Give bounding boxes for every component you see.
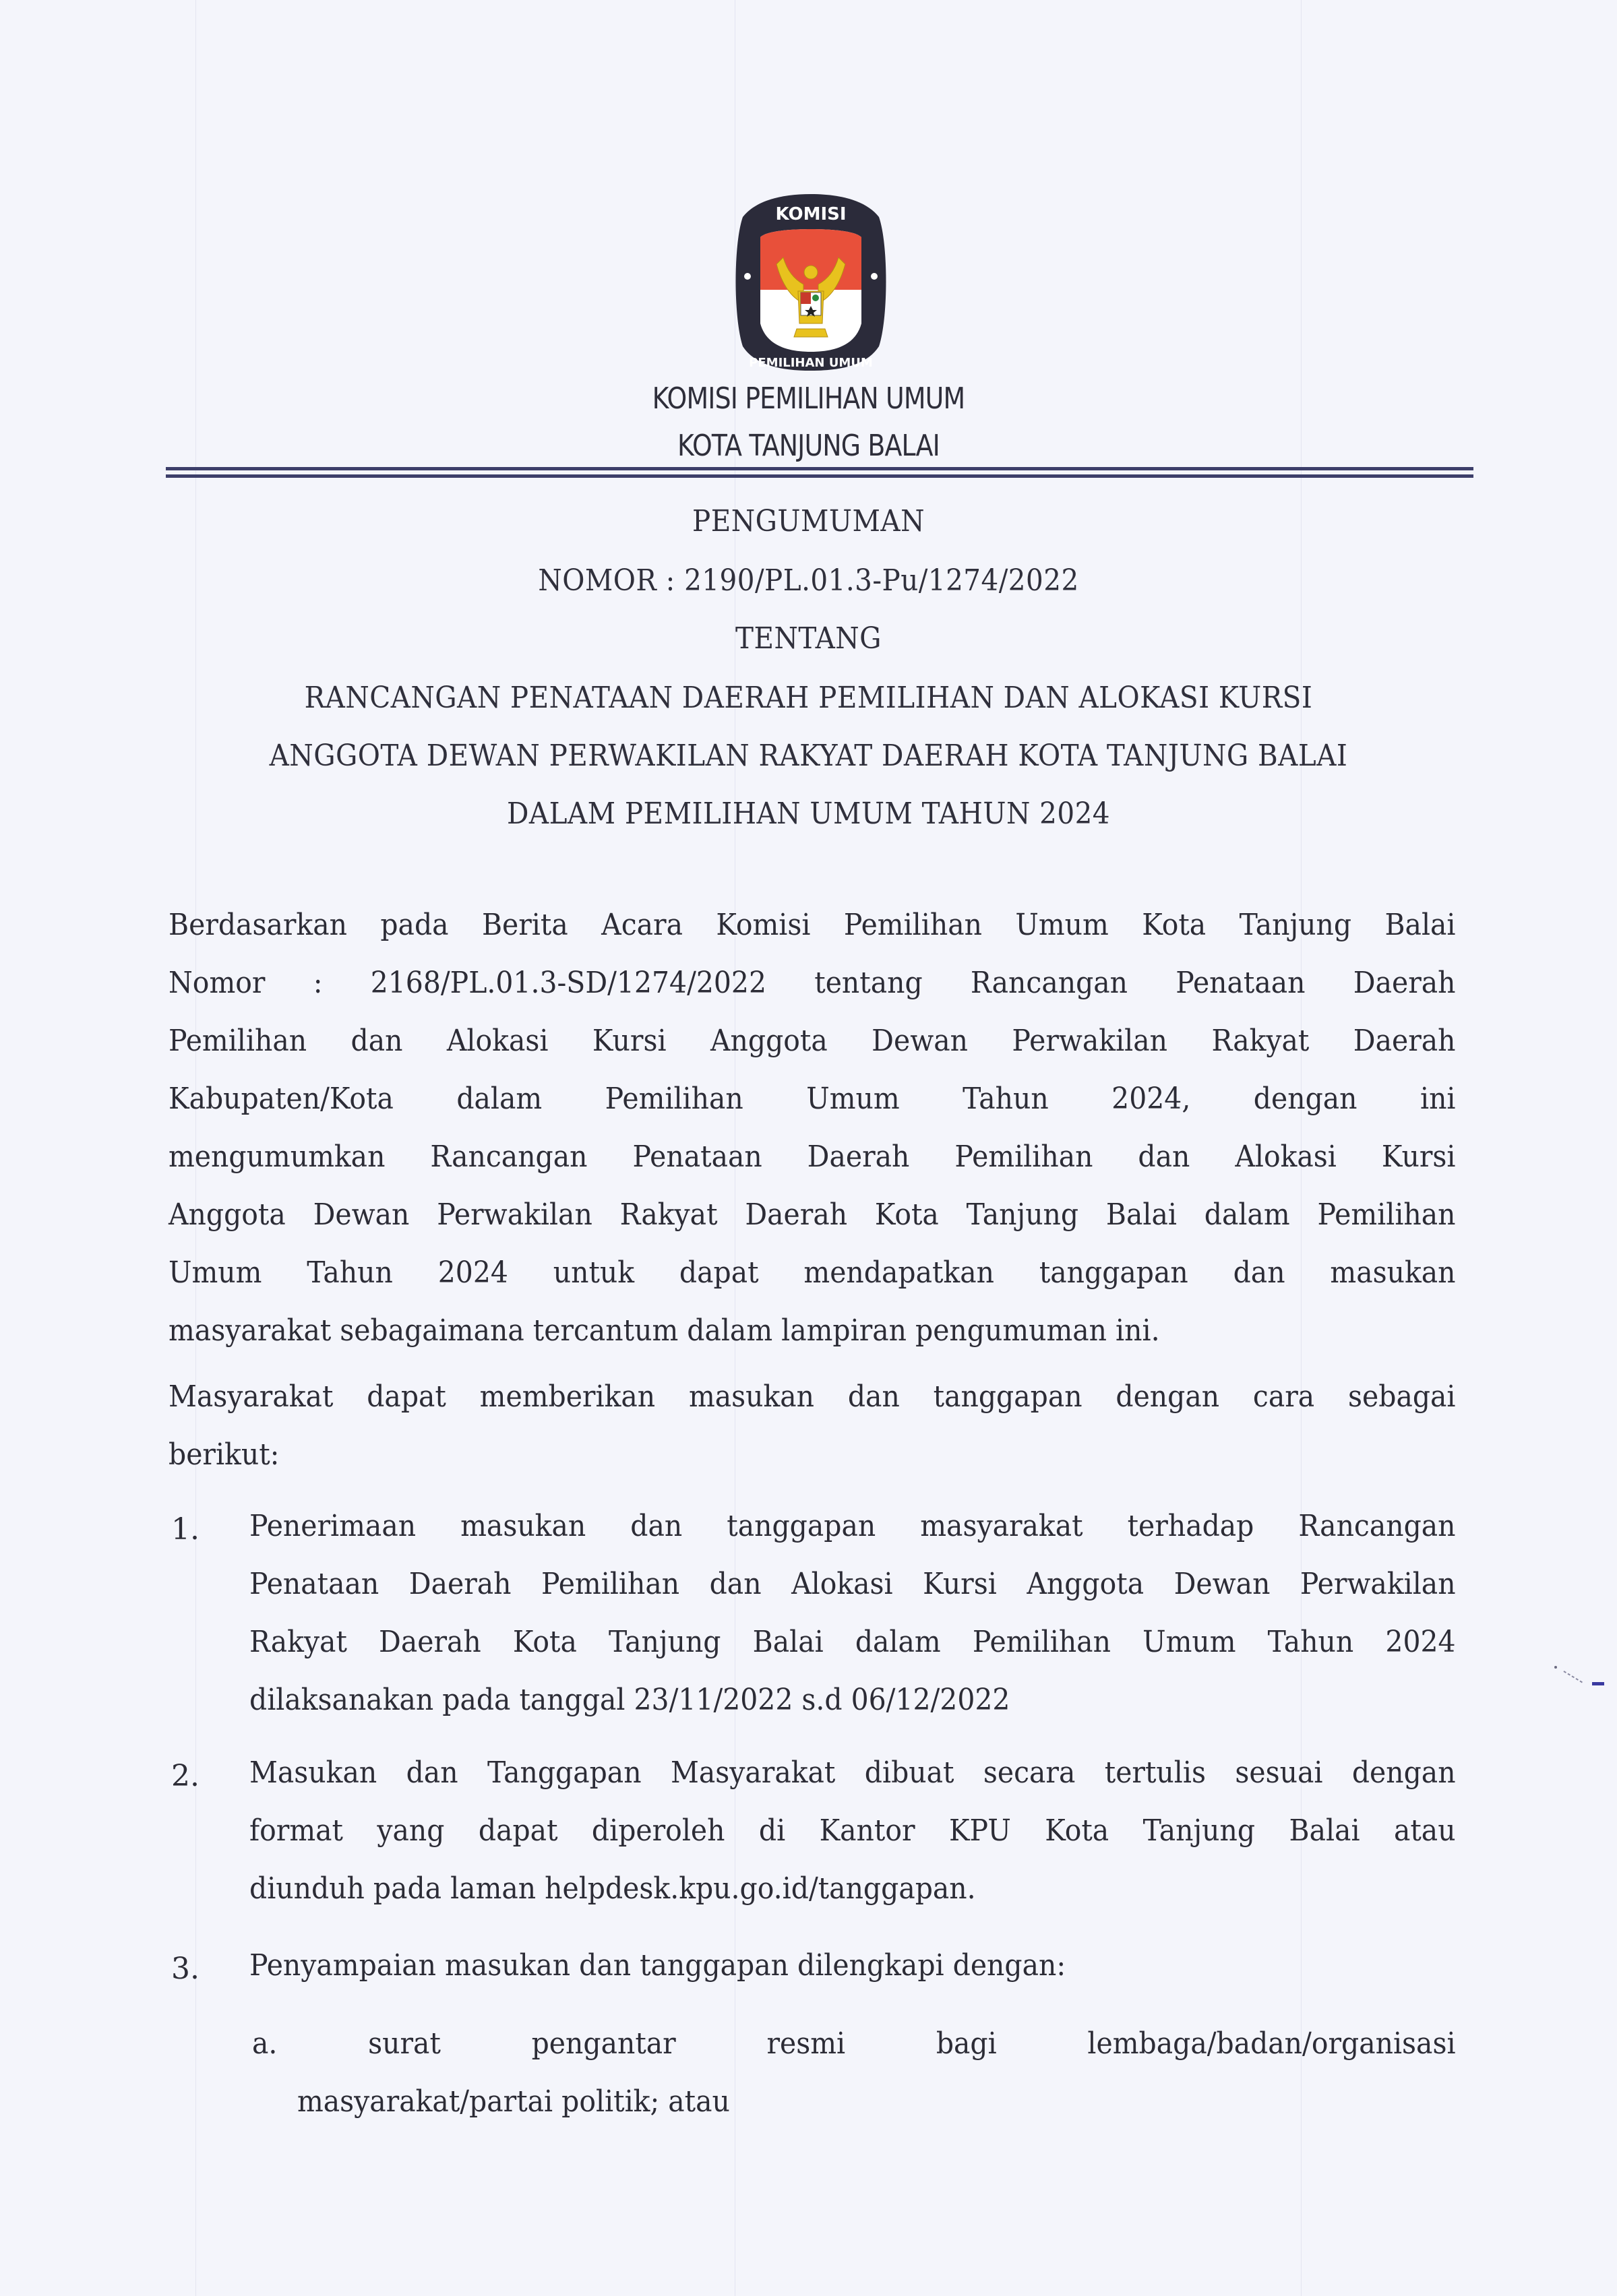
svg-text:KOMISI: KOMISI	[775, 204, 847, 224]
paragraph-line: mengumumkan Rancangan Penataan Daerah Pemilihan dan Alokasi Kursi	[169, 1140, 1456, 1174]
list-item-line: dilaksanakan pada tanggal 23/11/2022 s.d 06/12/2022	[249, 1683, 1010, 1717]
header-divider-top	[166, 467, 1473, 470]
list-number: 1.	[171, 1512, 200, 1547]
header-divider-bottom	[166, 474, 1473, 478]
paragraph-line: Kabupaten/Kota dalam Pemilihan Umum Tahun 2024, dengan ini	[169, 1082, 1456, 1116]
list-item	[249, 1937, 1456, 1995]
list-item	[249, 1497, 1456, 1729]
list-item-line: Rakyat Daerah Kota Tanjung Balai dalam Pemilihan Umum Tahun 2024	[249, 1625, 1456, 1659]
sub-list-text: surat pengantar resmi bagi lembaga/badan/organisasi	[368, 2026, 1456, 2061]
sub-list-letter: a.	[252, 2026, 278, 2061]
list-item	[249, 1744, 1456, 1918]
document-subject-line: RANCANGAN PENATAAN DAERAH PEMILIHAN DAN ALOKASI KURSI	[304, 681, 1313, 715]
list-number: 3.	[171, 1952, 200, 1986]
sub-list-item	[252, 2015, 1456, 2131]
svg-text:PEMILIHAN UMUM: PEMILIHAN UMUM	[749, 356, 873, 370]
paragraph-line: Umum Tahun 2024 untuk dapat mendapatkan tanggapan dan masukan	[169, 1255, 1456, 1290]
kpu-logo-icon	[729, 190, 892, 373]
list-item-line: Penerimaan masukan dan tanggapan masyarakat terhadap Rancangan	[249, 1509, 1456, 1543]
list-item-line: Masukan dan Tanggapan Masyarakat dibuat secara tertulis sesuai dengan	[249, 1756, 1456, 1790]
institution-name: KOMISI PEMILIHAN UMUM	[652, 381, 965, 416]
list-item-line: Penyampaian masukan dan tanggapan dilengkapi dengan:	[249, 1948, 1066, 1983]
paragraph-line: Nomor : 2168/PL.01.3-SD/1274/2022 tentang Rancangan Penataan Daerah	[169, 966, 1456, 1000]
paragraph-line: Pemilihan dan Alokasi Kursi Anggota Dewan Perwakilan Rakyat Daerah	[169, 1024, 1456, 1058]
intro-paragraph	[169, 896, 1456, 1360]
paragraph-line: Anggota Dewan Perwakilan Rakyat Daerah Kota Tanjung Balai dalam Pemilihan	[169, 1198, 1456, 1232]
document-about: TENTANG	[735, 621, 882, 656]
institution-city: KOTA TANJUNG BALAI	[677, 429, 940, 463]
sub-list-item-line: masyarakat/partai politik; atau	[297, 2084, 730, 2119]
list-number: 2.	[171, 1759, 200, 1793]
paragraph-line: masyarakat sebagaimana tercantum dalam lampiran pengumuman ini.	[169, 1313, 1160, 1348]
document-type: PENGUMUMAN	[692, 504, 925, 538]
sub-list-item-line	[252, 2015, 1456, 2073]
scan-mark	[1550, 1665, 1611, 1692]
list-item-line: Penataan Daerah Pemilihan dan Alokasi Kursi Anggota Dewan Perwakilan	[249, 1567, 1456, 1601]
list-item-line: diunduh pada laman helpdesk.kpu.go.id/tanggapan.	[249, 1871, 976, 1906]
paragraph-line: Berdasarkan pada Berita Acara Komisi Pemilihan Umum Kota Tanjung Balai	[169, 908, 1456, 942]
document-number: NOMOR : 2190/PL.01.3-Pu/1274/2022	[538, 563, 1079, 598]
document-subject-line: ANGGOTA DEWAN PERWAKILAN RAKYAT DAERAH KOTA TANJUNG BALAI	[269, 739, 1348, 773]
instruction-paragraph	[169, 1368, 1456, 1484]
list-item-line: format yang dapat diperoleh di Kantor KPU Kota Tanjung Balai atau	[249, 1813, 1456, 1848]
paragraph-line: berikut:	[169, 1437, 280, 1472]
document-subject-line: DALAM PEMILIHAN UMUM TAHUN 2024	[506, 797, 1111, 831]
paragraph-line: Masyarakat dapat memberikan masukan dan tanggapan dengan cara sebagai	[169, 1379, 1456, 1414]
